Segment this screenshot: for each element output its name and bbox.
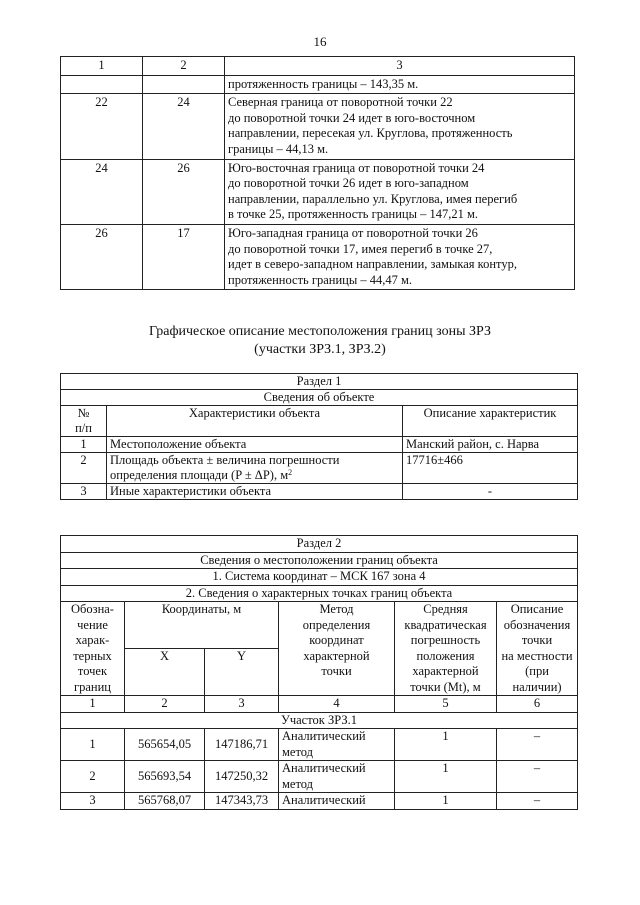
table-header-row — [61, 57, 575, 76]
column-number: 4 — [279, 696, 395, 713]
x-value: 565654,05 — [125, 729, 205, 761]
to-point-cell — [143, 75, 225, 94]
y-header: Y — [205, 649, 279, 696]
column-number: 6 — [497, 696, 578, 713]
table-row — [61, 437, 578, 453]
page-number: 16 — [313, 34, 327, 49]
description-cell: Юго-восточная граница от поворотной точки 24 до поворотной точки 26 идет в юго-западном направлении, параллельно ул. Круглова, имея перегиб в точке 25, протяженность границы – 147,21 м. — [225, 159, 575, 224]
y-value: 147186,71 — [205, 729, 279, 761]
method-header: Метод определения координат характерной точки — [279, 602, 395, 696]
error-header: Средняя квадратическая погрешность положения характерной точки (Mt), м — [395, 602, 497, 696]
to-point-cell: 24 — [143, 94, 225, 159]
header-cell: 1 — [61, 57, 143, 76]
coordinates-header: Координаты, м — [125, 602, 279, 649]
table-row — [61, 729, 578, 761]
characteristic-cell: Местоположение объекта — [107, 437, 403, 453]
characteristic-cell: Иные характеристики объекта — [107, 484, 403, 500]
boundary-table — [60, 56, 575, 290]
designation-header: Обозна- чение харак- терных точек границ — [61, 602, 125, 696]
point-description: – — [497, 793, 578, 810]
table-header-row — [61, 406, 578, 437]
section-title: Раздел 2 — [61, 536, 578, 553]
point-description-header: Описание обозначения точки на местности (при наличии) — [497, 602, 578, 696]
point-number: 1 — [61, 729, 125, 761]
point-description: – — [497, 761, 578, 793]
x-header: X — [125, 649, 205, 696]
table-row — [61, 224, 575, 289]
method-cell: Аналитический метод — [279, 761, 395, 793]
from-point-cell: 26 — [61, 224, 143, 289]
table-row — [61, 453, 578, 484]
section-title: Раздел 1 — [61, 374, 578, 390]
to-point-cell: 17 — [143, 224, 225, 289]
description-header: Описание характеристик — [403, 406, 578, 437]
point-description: – — [497, 729, 578, 761]
section-subtitle: Сведения об объекте — [61, 390, 578, 406]
plot-title: Участок ЗРЗ.1 — [61, 712, 578, 729]
description-cell: Северная граница от поворотной точки 22 до поворотной точки 24 идет в юго-восточном направлении, пересекая ул. Круглова, протяженность границы – 44,13 м. — [225, 94, 575, 159]
from-point-cell: 22 — [61, 94, 143, 159]
table-row — [61, 94, 575, 159]
point-number: 3 — [61, 793, 125, 810]
characteristics-header: Характеристики объекта — [107, 406, 403, 437]
object-info-table — [60, 373, 578, 500]
section-subheading: (участки ЗРЗ.1, ЗРЗ.2) — [254, 342, 386, 357]
section-subtitle: Сведения о местоположении границ объекта — [61, 552, 578, 569]
error-value: 1 — [395, 793, 497, 810]
to-point-cell: 26 — [143, 159, 225, 224]
header-cell: 2 — [143, 57, 225, 76]
table-row — [61, 159, 575, 224]
table-row — [61, 761, 578, 793]
boundary-points-table — [60, 535, 578, 810]
error-value: 1 — [395, 761, 497, 793]
column-number: 2 — [125, 696, 205, 713]
coordinate-system: 1. Система координат – МСК 167 зона 4 — [61, 569, 578, 586]
y-value: 147343,73 — [205, 793, 279, 810]
x-value: 565768,07 — [125, 793, 205, 810]
description-cell: протяженность границы – 143,35 м. — [225, 75, 575, 94]
x-value: 565693,54 — [125, 761, 205, 793]
error-value: 1 — [395, 729, 497, 761]
row-number: 2 — [61, 453, 107, 484]
characteristic-cell: Площадь объекта ± величина погрешности определения площади (P ± ΔP), $м^2$ — [107, 453, 403, 484]
column-numbers-row — [61, 696, 578, 713]
description-cell: Юго-западная граница от поворотной точки 26 до поворотной точки 17, имея перегиб в точке 27, идет в северо-западном направлении, замыкая контур, протяженность границы – 44,47 м. — [225, 224, 575, 289]
row-number: 1 — [61, 437, 107, 453]
y-value: 147250,32 — [205, 761, 279, 793]
from-point-cell — [61, 75, 143, 94]
table-row — [61, 75, 575, 94]
value-cell: 17716±466 — [403, 453, 578, 484]
from-point-cell: 24 — [61, 159, 143, 224]
column-number: 5 — [395, 696, 497, 713]
table-row — [61, 793, 578, 810]
points-title: 2. Сведения о характерных точках границ объекта — [61, 585, 578, 602]
table-header-row — [61, 602, 578, 649]
number-header: № п/п — [61, 406, 107, 437]
value-cell: Манский район, с. Нарва — [403, 437, 578, 453]
row-number: 3 — [61, 484, 107, 500]
header-cell: 3 — [225, 57, 575, 76]
column-number: 1 — [61, 696, 125, 713]
table-row — [61, 484, 578, 500]
method-cell: Аналитический метод — [279, 729, 395, 761]
point-number: 2 — [61, 761, 125, 793]
method-cell: Аналитический — [279, 793, 395, 810]
section-heading: Графическое описание местоположения границ зоны ЗРЗ — [149, 324, 491, 339]
column-number: 3 — [205, 696, 279, 713]
value-cell: - — [403, 484, 578, 500]
